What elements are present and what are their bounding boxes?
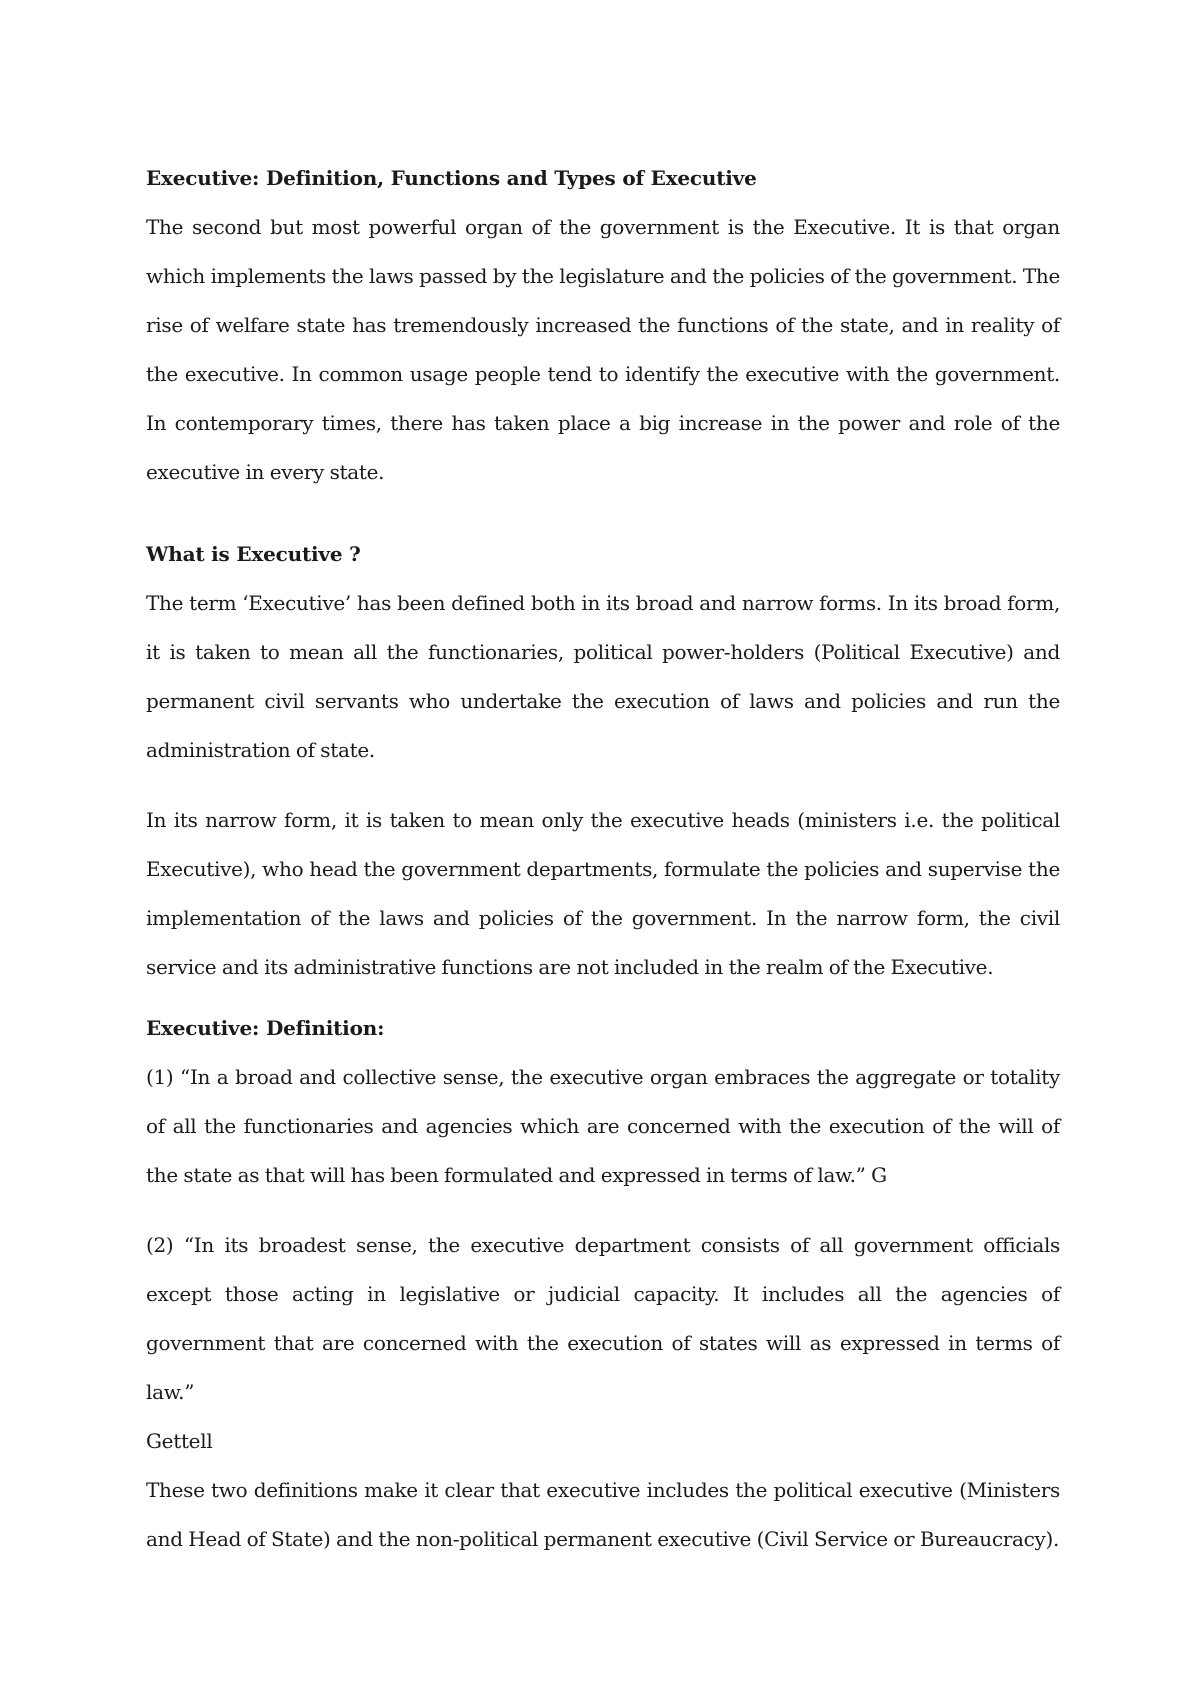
definition-2-paragraph: (2) “In its broadest sense, the executive department consists of all government officials except those acting in legislative or judicial capacity. It includes all the agencies of government that are concerned with the execution of states will as expressed in terms of law.” — [146, 1233, 1060, 1404]
definition-1-paragraph: (1) “In a broad and collective sense, the executive organ embraces the aggregate or totality of all the functionaries and agencies which are concerned with the execution of the will of the state as that will has been formulated and expressed in terms of law.” G — [146, 1065, 1060, 1187]
document-body — [146, 163, 1060, 1564]
broad-form-paragraph: The term ‘Executive’ has been defined both in its broad and narrow forms. In its broad form, it is taken to mean all the functionaries, political power-holders (Political Executive) and permanent civil servants who undertake the execution of laws and policies and run the administration of state. — [146, 591, 1060, 762]
intro-paragraph: The second but most powerful organ of the government is the Executive. It is that organ which implements the laws passed by the legislature and the policies of the government. The rise of welfare state has tremendously increased the functions of the state, and in reality of the executive. In common usage people tend to identify the executive with the government. In contemporary times, there has taken place a big increase in the power and role of the executive in every state. — [146, 215, 1060, 484]
conclusion-paragraph: These two definitions make it clear that executive includes the political executive (Ministers and Head of State) and the non-political permanent executive (Civil Service or Bureaucracy). — [146, 1478, 1060, 1551]
main-heading: Executive: Definition, Functions and Types of Executive — [146, 166, 757, 190]
what-is-executive-heading: What is Executive ? — [146, 542, 361, 566]
narrow-form-paragraph: In its narrow form, it is taken to mean only the executive heads (ministers i.e. the political Executive), who head the government departments, formulate the policies and supervise the implementation of the laws and policies of the government. In the narrow form, the civil service and its administrative functions are not included in the realm of the Executive. — [146, 808, 1060, 979]
definition-2-attribution: Gettell — [146, 1429, 213, 1453]
definition-heading: Executive: Definition: — [146, 1016, 385, 1040]
